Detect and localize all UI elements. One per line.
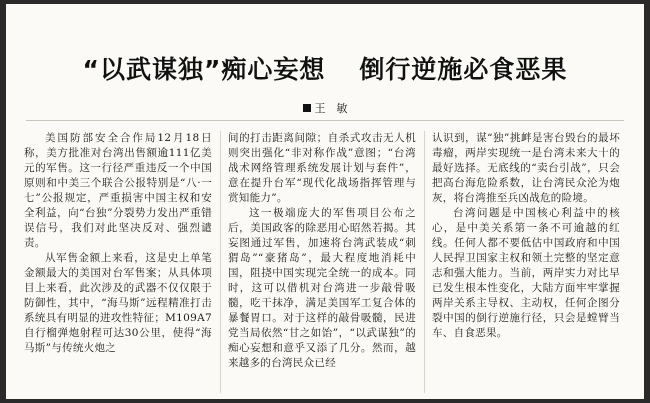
header-divider	[26, 120, 624, 121]
paragraph: 台湾问题是中国核心利益中的核心，是中美关系第一条不可逾越的红线。任何人都不要低估中国政府和中国人民捍卫国家主权和领土完整的坚定意志和强大能力。当前，两岸实力对比早已发生根本性变化，大陆方面牢牢掌握两岸关系主导权、主动权，任何企图分裂中国的倒行逆施行径，只会是螳臂当车、自食恶果。	[432, 207, 620, 339]
column-divider	[220, 131, 221, 393]
byline-square-marker	[303, 104, 311, 112]
byline	[6, 100, 644, 116]
author-name: 王 敏	[314, 102, 348, 115]
paragraph: 美国防部安全合作局12月18日称，美方批准对台湾出售额逾111亿美元的军售。这一行径严重违反一个中国原则和中美三个联合公报特别是“八·一七”公报规定，严重损害中国主权和安全利益，向“台独”分裂势力发出严重错误信号，我们对此坚决反对、强烈谴责。	[24, 132, 212, 249]
newspaper-page	[6, 4, 644, 399]
paragraph: 从军售金额上来看，这是史上单笔金额最大的美国对台军售案；从具体项目上来看，此次涉及的武器不仅仅限于防御性，其中，“海马斯”远程精准打击系统具有明显的进攻性特征；M109A7自行榴弹炮射程可达30公里，使得“海马斯”与传统火炮之	[24, 252, 212, 354]
headline-part-1: “以武谋独”痴心妄想	[82, 55, 326, 84]
article-column-2	[228, 131, 416, 399]
paragraph: 这一极端庞大的军售项目公布之后，美国政客的除恶用心昭然若揭。其妄图通过军售，加速将台湾武装成“刺猬岛”“豪猪岛”，最大程度地消耗中国，阻挠中国实现完全统一的成本。同时，这可以借机对台湾进一步敲骨吸髓，吃干抹净，满足美国军工复合体的暴餐胃口。对于这样的敲骨吸髓，民进党当局依然“甘之如饴”，“以武谋独”的痴心妄想和意乎又添了几分。然而，越来越多的台湾民众已经	[228, 207, 416, 369]
paragraph: 认识到，谋“独”挑衅是害台毁台的最坏毒瘤，两岸实现统一是台湾未来大十的最好选择。无底线的“卖台引战”，只会把高台海危险系数，让台湾民众沦为炮灰，将台湾推至兵凶战危的险境。	[432, 132, 620, 204]
article-headline	[6, 50, 644, 86]
paragraph: 间的打击距离间隙；自杀式攻击无人机则突出强化“非对称作战”意图；“台湾战术网络管理系统发展计划与套件”，意在提升台军“现代化战场指挥管理与赏知能力”。	[228, 132, 416, 204]
article-column-3	[432, 131, 620, 399]
headline-part-2: 倒行逆施必食恶果	[359, 55, 568, 84]
column-divider	[424, 131, 425, 393]
article-column-1	[24, 131, 212, 399]
